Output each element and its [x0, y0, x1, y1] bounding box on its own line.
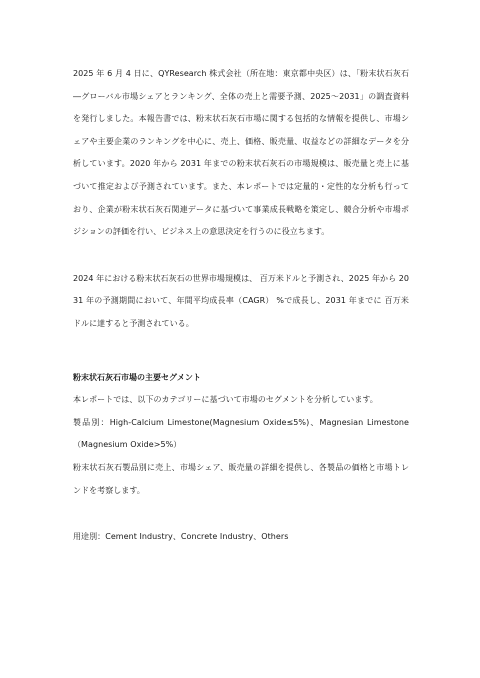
segment-intro-paragraph: 本レポートでは、以下のカテゴリーに基づいて市場のセグメントを分析しています。	[73, 395, 378, 405]
market-size-paragraph: 2024 年における粉末状石灰石の世界市場規模は、 百万米ドルと予測され、2025 年から 2031 年の予測期間において、年間平均成長率（CAGR） %で成長し、2031 年までに 百万米ドルに達すると予測されている。	[73, 273, 409, 328]
by-application-paragraph: 用途別：Cement Industry、Concrete Industry、Others	[73, 532, 289, 542]
product-detail-paragraph: 粉末状石灰石製品別に売上、市場シェア、販売量の詳細を提供し、各製品の価格と市場トレンドを考察します。	[73, 462, 409, 495]
by-product-paragraph: 製品別：High-Calcium Limestone(Magnesium Oxide≤5%)、Magnesian Limestone（Magnesium Oxide>5%）	[73, 417, 409, 450]
document-body	[73, 63, 409, 549]
segment-heading: 粉末状石灰石市場の主要セグメント	[73, 372, 201, 382]
intro-paragraph: 2025 年 6 月 4 日に、QYResearch 株式会社（所在地：東京都中央区）は、「粉末状石灰石―グローバル市場シェアとランキング、全体の売上と需要予測、2025～2031」の調査資料を発行しました。本報告書では、粉末状石灰石市場に関する包括的な情報を提供し、市場シェアや主要企業のランキングを中心に、売上、価格、販売量、収益などの詳細なデータを分析しています。2020 年から 2031 年までの粉末状石灰石の市場規模は、販売量と売上に基づいて推定および予測されています。また、本レポートでは定量的・定性的な分析も行っており、企業が粉末状石灰石関連データに基づいて事業成長戦略を策定し、競合分析や市場ポジションの評価を行い、ビジネス上の意思決定を行うのに役立ちます。	[73, 69, 409, 237]
